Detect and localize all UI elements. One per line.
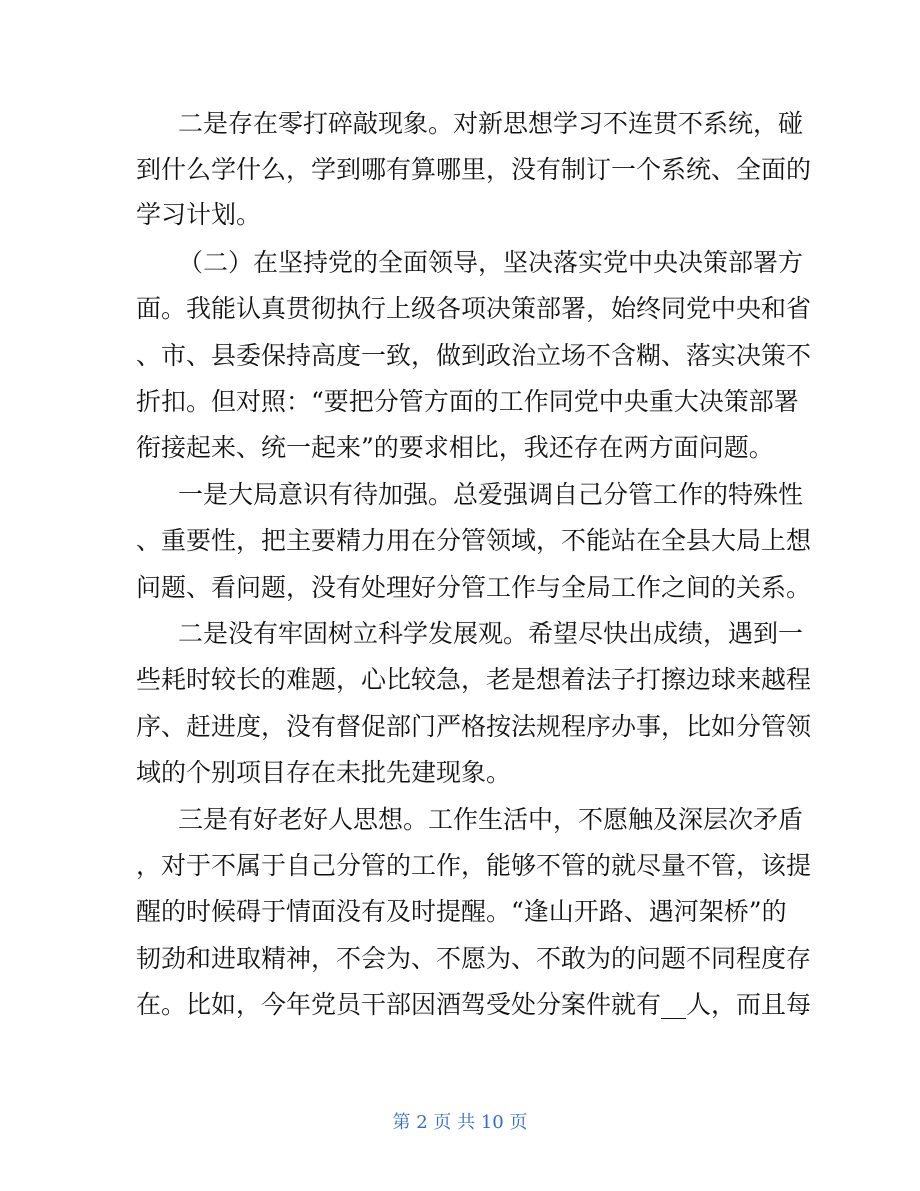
- paragraph-line: 折扣。但对照：“要把分管方面的工作同党中央重大决策部署: [136, 387, 799, 416]
- paragraph-line: 域的个别项目存在未批先建现象。: [136, 758, 512, 787]
- paragraph-line: 面。我能认真贯彻执行上级各项决策部署，始终同党中央和省: [136, 294, 812, 323]
- paragraph-line: 些耗时较长的难题，心比较急，老是想着法子打擦边球来越程: [136, 665, 812, 694]
- paragraph-line: 、市、县委保持高度一致，做到政治立场不含糊、落实决策不: [136, 341, 812, 370]
- paragraph-line: ，对于不属于自己分管的工作，能够不管的就尽量不管，该提: [136, 851, 812, 880]
- paragraph-line: 在。比如，今年党员干部因酒驾受处分案件就有__人，而且每: [136, 990, 812, 1019]
- paragraph-line: 、重要性，把主要精力用在分管领域，不能站在全县大局上想: [136, 526, 812, 555]
- paragraph-line: 衔接起来、统一起来”的要求相比，我还存在两方面问题。: [136, 433, 774, 462]
- paragraph-line: 一是大局意识有待加强。总爱强调自己分管工作的特殊性: [178, 480, 804, 509]
- paragraph-line: 学习计划。: [136, 200, 262, 229]
- paragraph-line: 二是存在零打碎敲现象。对新思想学习不连贯不系统，碰: [178, 109, 804, 138]
- paragraph-line: 问题、看问题，没有处理好分管工作与全局工作之间的关系。: [136, 573, 812, 602]
- paragraph-line: 序、赶进度，没有督促部门严格按法规程序办事，比如分管领: [136, 712, 812, 741]
- paragraph-line: （二）在坚持党的全面领导，坚决落实党中央决策部署方: [178, 248, 804, 277]
- paragraph-line: 二是没有牢固树立科学发展观。希望尽快出成绩，遇到一: [178, 619, 804, 648]
- page-number-footer: 第 2 页 共 10 页: [392, 1112, 528, 1133]
- paragraph-line: 到什么学什么，学到哪有算哪里，没有制订一个系统、全面的: [136, 155, 812, 184]
- paragraph-line: 韧劲和进取精神，不会为、不愿为、不敢为的问题不同程度存: [136, 944, 812, 973]
- paragraph-line: 三是有好老好人思想。工作生活中，不愿触及深层次矛盾: [178, 805, 804, 834]
- paragraph-line: 醒的时候碍于情面没有及时提醒。“逢山开路、遇河架桥”的: [136, 897, 787, 926]
